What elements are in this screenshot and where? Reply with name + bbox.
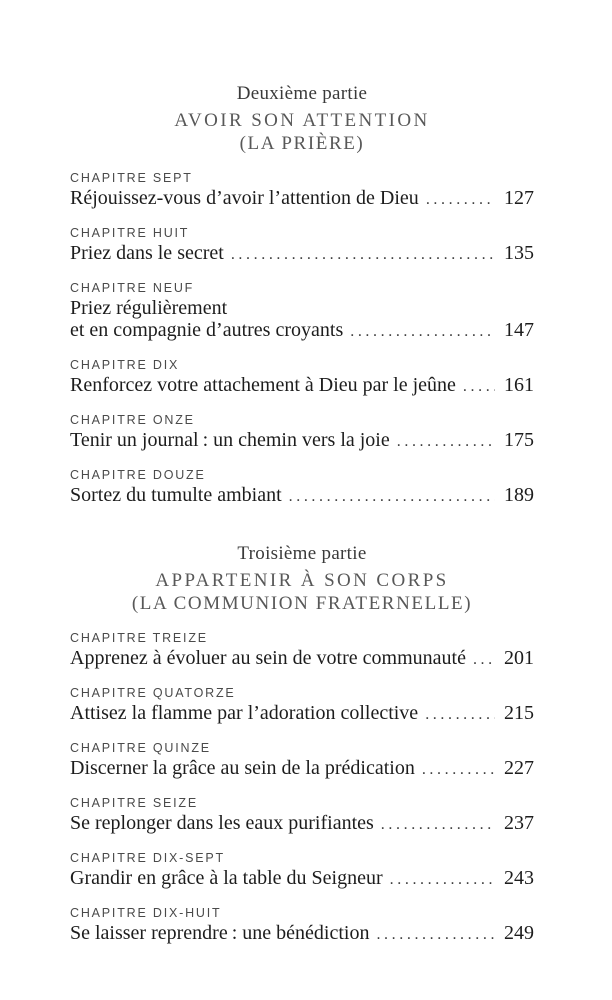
chapter-label: CHAPITRE ONZE — [70, 413, 195, 427]
page-number: 215 — [504, 702, 534, 724]
part-section-deuxieme — [70, 82, 534, 508]
chapter-title-row — [70, 484, 534, 508]
dot-leader — [289, 484, 495, 508]
chapter-label: CHAPITRE DIX — [70, 358, 180, 372]
chapter-title: et en compagnie d’autres croyants — [70, 319, 344, 341]
chapter-title-row — [70, 319, 534, 343]
toc-entry — [70, 850, 534, 891]
dot-leader — [425, 702, 495, 726]
toc-entry — [70, 225, 534, 266]
chapter-title-row — [70, 647, 534, 671]
part-title: APPARTENIR À SON CORPS — [155, 570, 449, 591]
page-number: 135 — [504, 242, 534, 264]
chapter-label: CHAPITRE NEUF — [70, 281, 195, 295]
toc-entry — [70, 905, 534, 946]
toc-entry — [70, 280, 534, 343]
page-number: 201 — [504, 647, 534, 669]
entries — [70, 170, 534, 508]
part-heading — [70, 82, 534, 155]
chapter-title: Sortez du tumulte ambiant — [70, 484, 282, 506]
page-number: 175 — [504, 429, 534, 451]
chapter-title: Se laisser reprendre : une bénédiction — [70, 922, 370, 944]
dot-leader — [463, 374, 495, 398]
chapter-title-row — [70, 812, 534, 836]
part-subtitle: (LA PRIÈRE) — [239, 133, 365, 154]
chapter-label: CHAPITRE QUATORZE — [70, 686, 236, 700]
chapter-title-row — [70, 187, 534, 211]
chapter-title-row — [70, 242, 534, 266]
page-number: 249 — [504, 922, 534, 944]
part-label: Deuxième partie — [236, 83, 368, 104]
chapter-title: Se replonger dans les eaux purifiantes — [70, 812, 374, 834]
page-number: 243 — [504, 867, 534, 889]
chapter-label: CHAPITRE SEIZE — [70, 796, 198, 810]
chapter-title-row — [70, 922, 534, 946]
page-number: 189 — [504, 484, 534, 506]
page-number: 227 — [504, 757, 534, 779]
chapter-label: CHAPITRE DOUZE — [70, 468, 206, 482]
dot-leader — [397, 429, 495, 453]
chapter-label: CHAPITRE QUINZE — [70, 741, 211, 755]
dot-leader — [231, 242, 495, 266]
chapter-title-row — [70, 374, 534, 398]
toc-entry — [70, 357, 534, 398]
chapter-label: CHAPITRE DIX-SEPT — [70, 851, 225, 865]
dot-leader — [426, 187, 495, 211]
toc-entry — [70, 412, 534, 453]
chapter-title: Renforcez votre attachement à Dieu par le jeûne — [70, 374, 456, 396]
part-heading — [70, 542, 534, 615]
page-number: 127 — [504, 187, 534, 209]
toc-entry — [70, 685, 534, 726]
toc-entry — [70, 630, 534, 671]
dot-leader — [381, 812, 495, 836]
part-label: Troisième partie — [237, 543, 367, 564]
chapter-label: CHAPITRE DIX-HUIT — [70, 906, 222, 920]
chapter-title: Attisez la flamme par l’adoration collective — [70, 702, 419, 724]
toc-entry — [70, 795, 534, 836]
toc-entry — [70, 467, 534, 508]
chapter-label: CHAPITRE SEPT — [70, 171, 193, 185]
dot-leader — [390, 867, 495, 891]
dot-leader — [350, 319, 495, 343]
page-number: 147 — [504, 319, 534, 341]
chapter-label: CHAPITRE TREIZE — [70, 631, 208, 645]
dot-leader — [473, 647, 495, 671]
chapter-label: CHAPITRE HUIT — [70, 226, 190, 240]
entries — [70, 630, 534, 946]
chapter-title: Discerner la grâce au sein de la prédication — [70, 757, 415, 779]
dot-leader — [376, 922, 495, 946]
toc-entry — [70, 740, 534, 781]
chapter-title: Priez dans le secret — [70, 242, 224, 264]
toc-entry — [70, 170, 534, 211]
page-number: 237 — [504, 812, 534, 834]
chapter-title-row — [70, 757, 534, 781]
chapter-title-row — [70, 429, 534, 453]
part-title: AVOIR SON ATTENTION — [174, 110, 430, 131]
chapter-title: Grandir en grâce à la table du Seigneur — [70, 867, 383, 889]
part-subtitle: (LA COMMUNION FRATERNELLE) — [131, 593, 473, 614]
chapter-title: Tenir un journal : un chemin vers la joie — [70, 429, 390, 451]
chapter-title-row — [70, 702, 534, 726]
chapter-title-line: Priez régulièrement — [70, 297, 228, 319]
chapter-title-row — [70, 867, 534, 891]
page-number: 161 — [504, 374, 534, 396]
dot-leader — [422, 757, 495, 781]
chapter-title: Réjouissez-vous d’avoir l’attention de Dieu — [70, 187, 419, 209]
part-section-troisieme — [70, 542, 534, 946]
chapter-title: Apprenez à évoluer au sein de votre communauté — [70, 647, 466, 669]
